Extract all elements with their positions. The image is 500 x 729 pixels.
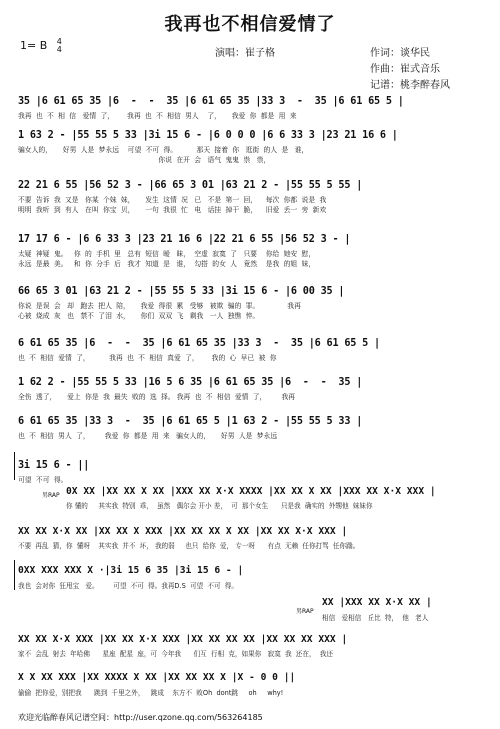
rap-lyrics: 不要 再乱 猜，你 懂呀 其实我 并不 坏， 我的弱 也只 给你 爱， 专一呀 有点 无赖 任你打骂 任你踹。 [18,542,360,550]
rap-tag: 男RAP [42,492,60,499]
key-label: 1= B [20,39,48,52]
rap-notes: XX XX X·X XX |XX XX X XXX |XX XX XX X XX |XX XX X·X XXX | [18,526,348,537]
jianpu-notes: 22 21 6 55 |56 52 3 - |66 65 3 01 |63 21 2 - |55 55 5 55 | [18,180,363,191]
rap-lyrics: 偷偷 把你爱，别把我 跳到 千里之外， 跳成 东方不 败Oh dont跳 oh why! [18,689,284,697]
key-signature [20,38,62,54]
rap-lyrics: 相信 爱相信 丘比 特， 他 老人 [322,614,429,622]
repeat-bracket [14,560,15,590]
song-title: 我再也不相信爱情了 [164,14,336,35]
lyrics-line: 我再 也 不 相 信 爱情 了， 我再 也 不 相信 男人 了， 我爱 你 都是 用 来 [18,112,297,120]
lyrics-line: 全伤 透了， 爱上 你是 我 最失 败的 选 择。 我再 也 不 相信 爱情 了， 我再 [18,393,296,401]
rap-notes: X X XX XXX |XX XXXX X XX |XX XX XX X |X - 0 0 || [18,672,296,683]
jianpu-notes: 1 63 2 - |55 55 5 33 |3i 15 6 - |6 0 0 0 |6 6 33 3 |23 21 16 6 | [18,130,398,141]
ending-lyrics: 可望 不可 得。 [18,476,68,484]
rap-notes: 0X XX |XX XX X XX |XXX XX X·X XXXX |XX XX X XX |XXX XX X·X XXX | [66,486,436,497]
jianpu-notes: 35 |6 61 65 35 |6 - - 35 |6 61 65 35 |33 3 - 35 |6 61 65 5 | [18,96,404,107]
rap-tag: 男RAP [296,608,314,615]
time-signature [57,38,62,54]
lyrics-line: 也 不 相信 爱情 了， 我再 也 不 相信 真爱 了， 我的 心 早已 被 你 [18,354,277,362]
lyricist-credit: 作词：谈华民 [370,48,430,59]
composer-credit: 作曲：崔式音乐 [370,64,440,75]
repeat-bracket [14,452,15,480]
rap-lyrics: 家不 会乱 射去 年哈佛 星座 配星 座，可 今年我 们互 行相 克，如果你 寂寞 我 还在， 我还 [18,650,333,658]
meter-top: 4 [56,37,62,46]
jianpu-notes: 6 61 65 35 |33 3 - 35 |6 61 65 5 |1 63 2 - |55 55 5 33 | [18,416,363,427]
meter-bottom: 4 [56,45,62,54]
transcriber-credit: 记谱：桃李醉春风 [370,80,450,91]
lyrics-line: 你说 是误 会 却 跑去 把人 陪， 我爱 得很 累 受够 被欺 骗的 罪。 我再 心被 烧成 灰 也 禁不 了泪 水， 你们 双双 飞 剩我 一人 独憔 悴。 [18,302,301,320]
rap-lyrics: 你 懂的 其实我 特别 乖， 虽然 偶尔会 开小 差， 可 那个女生 只是我 确实的 外甥他 妹妹你 [66,502,373,510]
lyrics-line: 也 不 相信 男人 了， 我爱 你 都是 用 来 骗女人的， 好男 人是 梦永远 [18,432,278,440]
jianpu-notes: 17 17 6 - |6 6 33 3 |23 21 16 6 |22 21 6 55 |56 52 3 - | [18,234,351,245]
rap-lyrics: 我也 会对你 狂甩宝 爱。 可望 不可 得。我再D.S 可望 不可 得。 [18,582,238,590]
rap-notes: XX |XXX XX X·X XX | [322,597,432,608]
lyrics-line: 太疑 神疑 鬼。 你 的 手机 里 总有 短信 暧 昧， 空虚 寂寞 了 只要 你给 她安 慰， 永远 是最 美。 和 你 分手 后 我才 知道 是 谁， 勾搭 的女 人 竟然 是我 的姐 妹， [18,250,316,268]
jianpu-notes: 6 61 65 35 |6 - - 35 |6 61 65 35 |33 3 - 35 |6 61 65 5 | [18,338,380,349]
footer-note: 欢迎光临醉春风记谱空间：http://user.qzone.qq.com/563264185 [18,713,263,722]
jianpu-notes: 66 65 3 01 |63 21 2 - |55 55 5 33 |3i 15 6 - |6 00 35 | [18,286,345,297]
ending-notes: 3i 15 6 - || [18,460,90,471]
singer-credit: 演唱：崔子格 [215,48,275,59]
rap-notes: XX XX X·X XXX |XX XX X·X XXX |XX XX XX XX |XX XX XX XXX | [18,634,348,645]
rap-notes: 0XX XXX XXX X ·|3i 15 6 35 |3i 15 6 - | [18,565,244,576]
lyrics-line: 骗女人的， 好男 人是 梦永远 可望 不可 得。 那天 接着 你 逛街 的人 是 谁， 你说 在开 会 语气 鬼鬼 祟 祟， [18,146,309,164]
lyrics-line: 不要 告诉 我 又是 你某 个妹 妹， 发生 这情 况 已 不是 第一 回， 每次 你都 说是 我 明明 我听 到 有人 在叫 你宝 贝， 一句 我很 忙 电 话挂 掉干 脆， 旧爱 丢一 旁 新欢 [18,196,327,214]
jianpu-notes: 1 62 2 - |55 55 5 33 |16 5 6 35 |6 61 65 35 |6 - - 35 | [18,377,363,388]
